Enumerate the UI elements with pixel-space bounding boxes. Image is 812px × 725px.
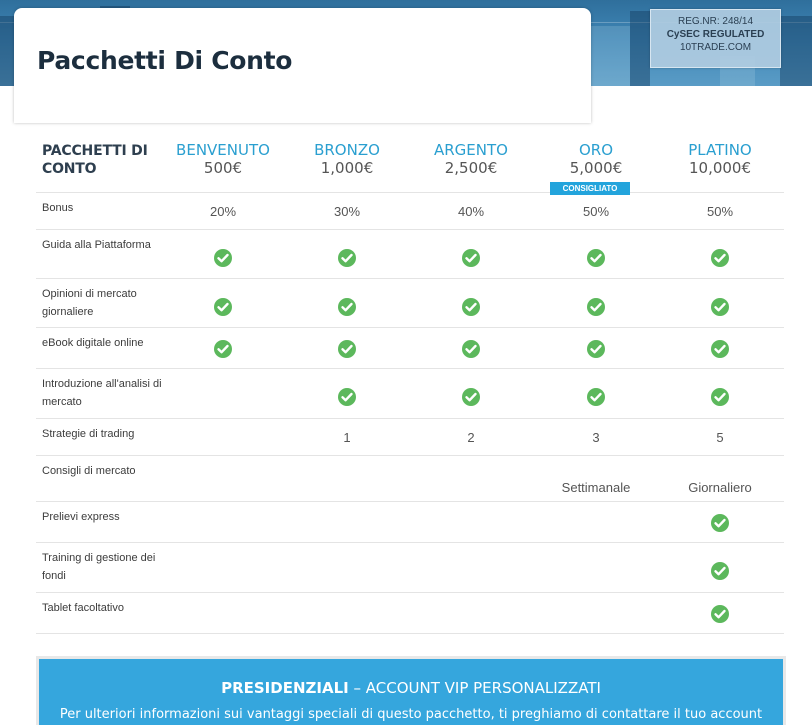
table-row	[36, 502, 784, 543]
table-row	[36, 193, 784, 230]
check-icon	[711, 298, 729, 316]
check-icon	[711, 249, 729, 267]
cell-value: Settimanale	[561, 480, 631, 495]
cell-value: 5	[716, 429, 724, 445]
plan-name: BENVENUTO	[176, 141, 270, 159]
check-icon	[711, 514, 729, 532]
recommended-badge: CONSIGLIATO	[550, 182, 630, 195]
cell-value: 1	[343, 429, 351, 445]
table-row	[36, 593, 784, 634]
plan-column-platino[interactable]	[665, 126, 775, 177]
cell-value: 40%	[457, 203, 485, 219]
plan-price: 5,000€	[569, 159, 623, 177]
feature-label: Consigli di mercato	[42, 465, 136, 477]
plan-name: PLATINO	[688, 141, 752, 159]
check-icon	[462, 340, 480, 358]
header-label: PACCHETTI DI CONTO	[42, 143, 148, 177]
table-row	[36, 230, 784, 279]
regulation-badge[interactable]	[650, 9, 781, 68]
plan-price: 1,000€	[320, 159, 374, 177]
table-row	[36, 279, 784, 328]
check-icon	[711, 562, 729, 580]
table-header-row	[36, 126, 784, 193]
plan-name: ORO	[578, 141, 614, 159]
feature-label: Training di gestione dei fondi	[42, 552, 156, 582]
feature-label: Tablet facoltativo	[42, 602, 124, 614]
check-icon	[711, 388, 729, 406]
table-row	[36, 328, 784, 369]
check-icon	[214, 298, 232, 316]
check-icon	[587, 249, 605, 267]
check-icon	[462, 388, 480, 406]
table-row	[36, 543, 784, 593]
check-icon	[338, 249, 356, 267]
site-label: 10TRADE.COM	[679, 42, 752, 53]
check-icon	[711, 605, 729, 623]
check-icon	[587, 388, 605, 406]
cell-value: 2	[467, 429, 475, 445]
check-icon	[587, 298, 605, 316]
plan-column-bronzo[interactable]	[292, 126, 402, 177]
plan-column-benvenuto[interactable]	[168, 126, 278, 177]
check-icon	[338, 298, 356, 316]
reg-number: REG.NR: 248/14	[677, 16, 754, 27]
check-icon	[338, 340, 356, 358]
feature-label: Introduzione all'analisi di mercato	[42, 378, 162, 408]
table-row	[36, 456, 784, 502]
cell-value: 30%	[333, 203, 361, 219]
plan-name: BRONZO	[314, 141, 380, 159]
table-row	[36, 369, 784, 419]
cell-value: 50%	[706, 203, 734, 219]
plan-column-oro[interactable]	[541, 126, 651, 177]
plan-column-argento[interactable]	[416, 126, 526, 177]
page-title: Pacchetti Di Conto	[37, 46, 293, 75]
feature-label: Bonus	[42, 202, 74, 214]
vip-title-bold: PRESIDENZIALI	[221, 679, 349, 697]
plan-price: 2,500€	[444, 159, 498, 177]
regulated-label: CySEC REGULATED	[666, 29, 765, 40]
check-icon	[587, 340, 605, 358]
check-icon	[462, 298, 480, 316]
table-row	[36, 419, 784, 456]
feature-label: eBook digitale online	[42, 337, 144, 349]
plan-price: 10,000€	[688, 159, 752, 177]
cell-value: Giornaliero	[688, 480, 752, 495]
cell-value: 20%	[209, 203, 237, 219]
feature-label: Guida alla Piattaforma	[42, 239, 151, 251]
check-icon	[711, 340, 729, 358]
check-icon	[462, 249, 480, 267]
packages-table	[36, 126, 784, 634]
feature-label: Prelievi express	[42, 511, 120, 523]
cell-value: 3	[592, 429, 600, 445]
check-icon	[214, 340, 232, 358]
vip-subtitle: Per ulteriori informazioni sui vantaggi speciali di questo pacchetto, ti preghiamo di contattare il tuo account	[59, 707, 763, 722]
check-icon	[338, 388, 356, 406]
plan-name: ARGENTO	[434, 141, 508, 159]
vip-title	[39, 679, 783, 697]
vip-box[interactable]	[36, 656, 786, 725]
check-icon	[214, 249, 232, 267]
feature-label: Strategie di trading	[42, 428, 135, 440]
title-card	[14, 8, 591, 123]
cell-value: 50%	[582, 203, 610, 219]
feature-label: Opinioni di mercato giornaliere	[42, 288, 137, 318]
vip-title-rest: – ACCOUNT VIP PERSONALIZZATI	[348, 679, 601, 697]
plan-price: 500€	[203, 159, 243, 177]
